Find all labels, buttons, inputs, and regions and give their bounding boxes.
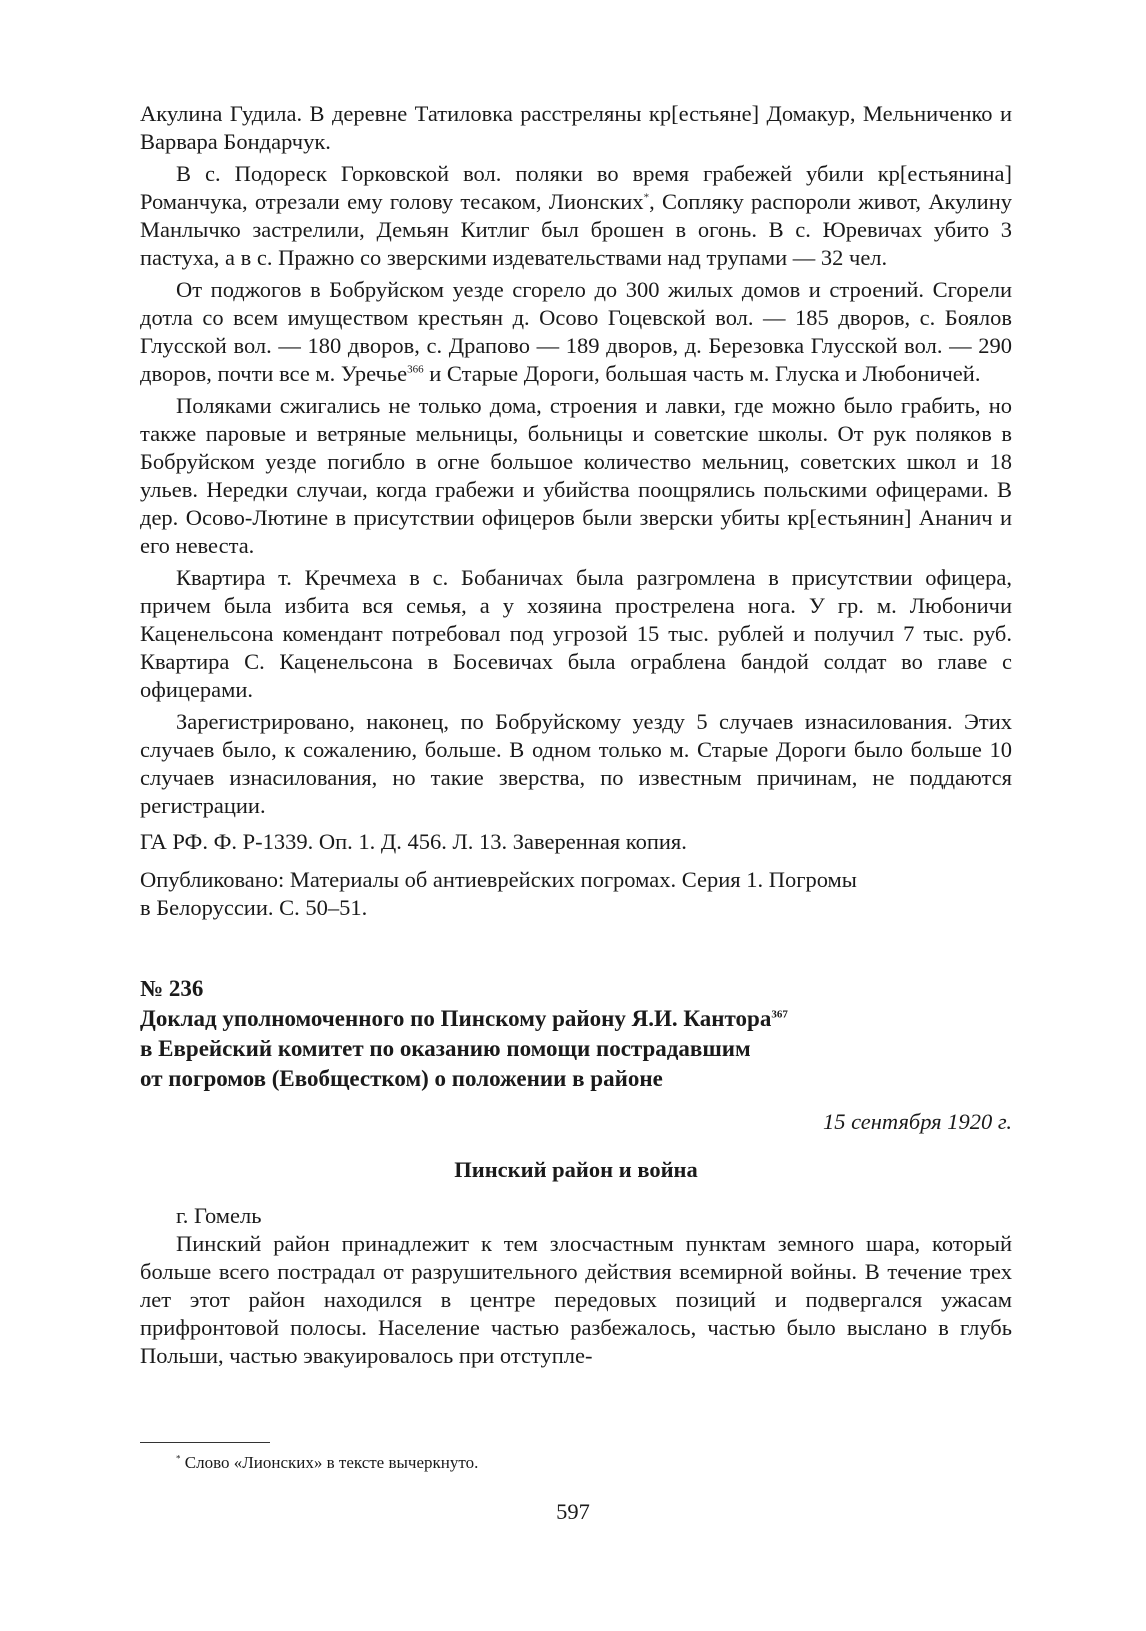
paragraph-2-part-a: В с. Подореск Горковской вол. поляки во время грабежей убили кр[естьянина] Романчука, отрезали ему голову тесаком, Лионских [140,161,1012,214]
footnote-ref-asterisk: * [643,191,650,204]
paragraph-6: Зарегистрировано, наконец, по Бобруйскому уезду 5 случаев изнасилования. Этих случаев было, к сожалению, больше. В одном только м. Старые Дороги было больше 10 случаев изнасилования, но такие зверства, по известным причинам, не поддаются регистрации. [140,709,1012,818]
footnote-ref-367: 367 [771,1008,788,1021]
footnote-mark: * [176,1453,181,1464]
document-title-line-1: Доклад уполномоченного по Пинскому району Я.И. Кантора [140,1006,772,1031]
document-title [140,1004,1012,1094]
paragraph-3-part-b: и Старые Дороги, большая часть м. Глуска и Любоничей. [423,361,981,386]
publication-note-line-2: в Белоруссии. С. 50–51. [140,895,368,920]
publication-note-line-1: Опубликовано: Материалы об антиеврейских погромах. Серия 1. Погромы [140,867,857,892]
footnote-ref-366: 366 [407,363,424,376]
footnote-text: Слово «Лионских» в тексте вычеркнуто. [180,1453,479,1472]
footnote-divider [140,1442,270,1443]
document-number: № 236 [140,976,204,1001]
page-number: 597 [556,1499,590,1524]
paragraph-4: Поляками сжигались не только дома, строения и лавки, где можно было грабить, но также паровые и ветряные мельницы, больницы и советские школы. От рук поляков в Бобруйском уезде погибло в огне большое количество мельниц, советских школ и 18 ульев. Нередки случаи, когда грабежи и убийства поощрялись польскими офицерами. В дер. Осово-Лютине в присутствии офицеров были зверски убиты кр[естьянин] Ананич и его невеста. [140,393,1012,558]
section-heading: Пинский район и война [454,1157,698,1182]
paragraph-2-part-b: , Сопляку распороли живот, Акулину Манлычко застрелили, Демьян Китлиг был брошен в огонь. В с. Юревичах убито 3 пастуха, а в с. Пражно со зверскими издевательствами над трупами — 32 чел. [140,189,1012,270]
footnote [176,1452,478,1474]
paragraph-5: Квартира т. Кречмеха в с. Бобаничах была разгромлена в присутствии офицера, причем была избита вся семья, а у хозяина прострелена нога. У гр. м. Любоничи Каценельсона комендант потребовал под угрозой 15 тыс. рублей и получил 7 тыс. руб. Квартира С. Каценельсона в Босевичах была ограблена бандой солдат во главе с офицерами. [140,565,1012,702]
paragraph-3 [140,276,1012,388]
paragraph-2 [140,160,1012,272]
document-date: 15 сентября 1920 г. [822,1109,1012,1134]
paragraph-1: Акулина Гудила. В деревне Татиловка расстреляны кр[естьяне] Домакур, Мельниченко и Варвара Бондарчук. [140,101,1012,154]
paragraph-3-part-a: От поджогов в Бобруйском уезде сгорело до 300 жилых домов и строений. Сгорели дотла со всем имуществом крестьян д. Осово Гоцевской вол. — 185 дворов, с. Боялов Глусской вол. — 180 дворов, с. Драпово — 189 дворов, д. Березовка Глусской вол. — 290 дворов, почти все м. Уречье [140,277,1012,386]
page-body [140,100,1012,1374]
publication-note [140,866,1012,922]
document-body-paragraph: Пинский район принадлежит к тем злосчастным пунктам земного шара, который больше всего пострадал от разрушительного действия всемирной войны. В течение трех лет этот район находился в центре передовых позиций и подвергался ужасам прифронтовой полосы. Население частью разбежалось, частью было выслано в глубь Польши, частью эвакуировалось при отступле- [140,1231,1012,1368]
archive-source: ГА РФ. Ф. Р-1339. Оп. 1. Д. 456. Л. 13. Заверенная копия. [140,829,687,854]
document-title-line-3: от погромов (Евобщестком) о положении в районе [140,1066,663,1091]
document-place: г. Гомель [176,1203,262,1228]
document-title-line-2: в Еврейский комитет по оказанию помощи пострадавшим [140,1036,751,1061]
